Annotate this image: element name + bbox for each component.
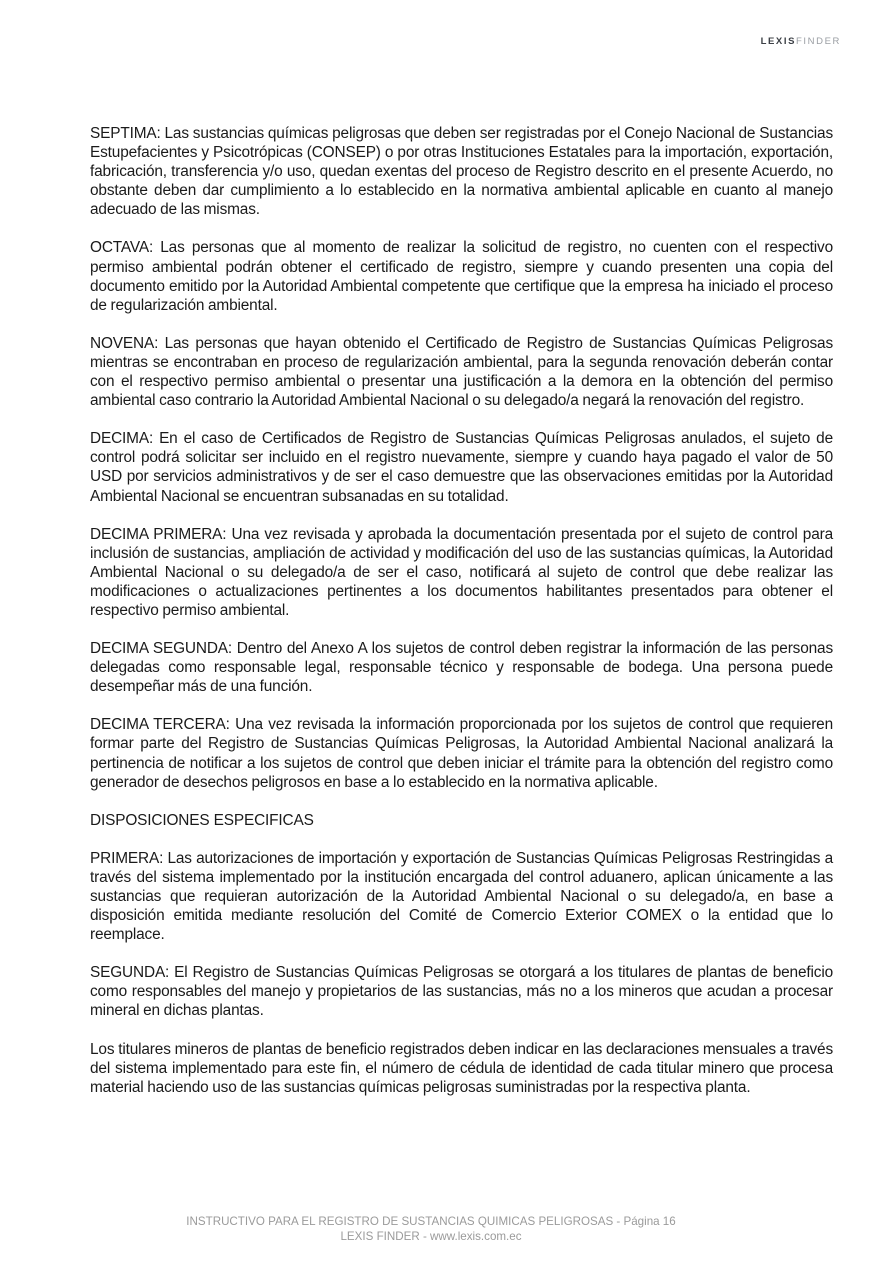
brand-logo-strong: LEXIS [760,36,797,47]
page-footer [0,1215,862,1244]
paragraph-novena: NOVENA: Las personas que hayan obtenido el Certificado de Registro de Sustancias Químicas Peligrosas mientras se encontraban en proceso de regularización ambiental, para la segunda renovación deberán contar con el respectivo permiso ambiental o presentar una justificación a la demora en la obtención del permiso ambiental caso contrario la Autoridad Ambiental Nacional o su delegado/a negará la renovación del registro. [90,334,833,410]
brand-logo-light: FINDER [796,36,841,47]
paragraph-primera: PRIMERA: Las autorizaciones de importación y exportación de Sustancias Químicas Peligrosas Restringidas a través del sistema implementado por la institución encargada del control aduanero, aplican únicamente a las sustancias que requieran autorización de la Autoridad Ambiental Nacional o su delegado/a, en base a disposición emitida mediante resolución del Comité de Comercio Exterior COMEX o la entidad que lo reemplace. [90,849,833,944]
footer-source: LEXIS FINDER - www.lexis.com.ec [340,1229,522,1243]
paragraph-decima: DECIMA: En el caso de Certificados de Registro de Sustancias Químicas Peligrosas anulados, el sujeto de control podrá solicitar ser incluido en el registro nuevamente, siempre y cuando haya pagado el valor de 50 USD por servicios administrativos y de ser el caso demuestre que las observaciones emitidas por la Autoridad Ambiental Nacional se encuentran subsanadas en su totalidad. [90,430,833,505]
paragraph-titulares-mineros: Los titulares mineros de plantas de beneficio registrados deben indicar en las declaraciones mensuales a través del sistema implementado para este fin, el número de cédula de identidad de cada titular minero que procesa material haciendo uso de las sustancias químicas peligrosas suministradas por la respectiva planta. [90,1040,833,1096]
paragraph-decima-segunda: DECIMA SEGUNDA: Dentro del Anexo A los sujetos de control deben registrar la información de las personas delegadas como responsable legal, responsable técnico y responsable de bodega. Una persona puede desempeñar más de una función. [90,640,833,696]
paragraph-decima-tercera: DECIMA TERCERA: Una vez revisada la información proporcionada por los sujetos de control que requieren formar parte del Registro de Sustancias Químicas Peligrosas, la Autoridad Ambiental Nacional analizará la pertinencia de notificar a los sujetos de control que deben iniciar el trámite para la obtención del registro como generador de desechos peligrosos en base a lo establecido en la normativa aplicable. [90,716,833,791]
section-heading: DISPOSICIONES ESPECIFICAS [90,811,314,829]
footer-document-title: INSTRUCTIVO PARA EL REGISTRO DE SUSTANCIAS QUIMICAS PELIGROSAS - Página 16 [186,1215,676,1228]
paragraph-septima: SEPTIMA: Las sustancias químicas peligrosas que deben ser registradas por el Conejo Nacional de Sustancias Estupefacientes y Psicotrópicas (CONSEP) o por otras Instituciones Estatales para la importación, exportación, fabricación, transferencia y/o uso, quedan exentas del proceso de Registro descrito en el presente Acuerdo, no obstante deben dar cumplimiento a lo establecido en la normativa ambiental aplicable en cuanto al manejo adecuado de las mismas. [90,125,833,219]
paragraph-decima-primera: DECIMA PRIMERA: Una vez revisada y aprobada la documentación presentada por el sujeto de control para inclusión de sustancias, ampliación de actividad y modificación del uso de las sustancias químicas, la Autoridad Ambiental Nacional o su delegado/a de ser el caso, notificará al sujeto de control que debe realizar las modificaciones o actualizaciones pertinentes a los documentos habilitantes presentados para obtener el respectivo permiso ambiental. [90,525,833,619]
paragraph-segunda: SEGUNDA: El Registro de Sustancias Químicas Peligrosas se otorgará a los titulares de plantas de beneficio como responsables del manejo y propietarios de las sustancias, más no a los mineros que acudan a procesar mineral en dichas plantas. [90,964,833,1020]
paragraph-octava: OCTAVA: Las personas que al momento de realizar la solicitud de registro, no cuenten con el respectivo permiso ambiental podrán obtener el certificado de registro, siempre y cuando presenten una copia del documento emitido por la Autoridad Ambiental competente que certifique que la empresa ha iniciado el proceso de regularización ambiental. [90,239,833,314]
document-body [90,124,833,1116]
brand-logo [761,36,841,47]
